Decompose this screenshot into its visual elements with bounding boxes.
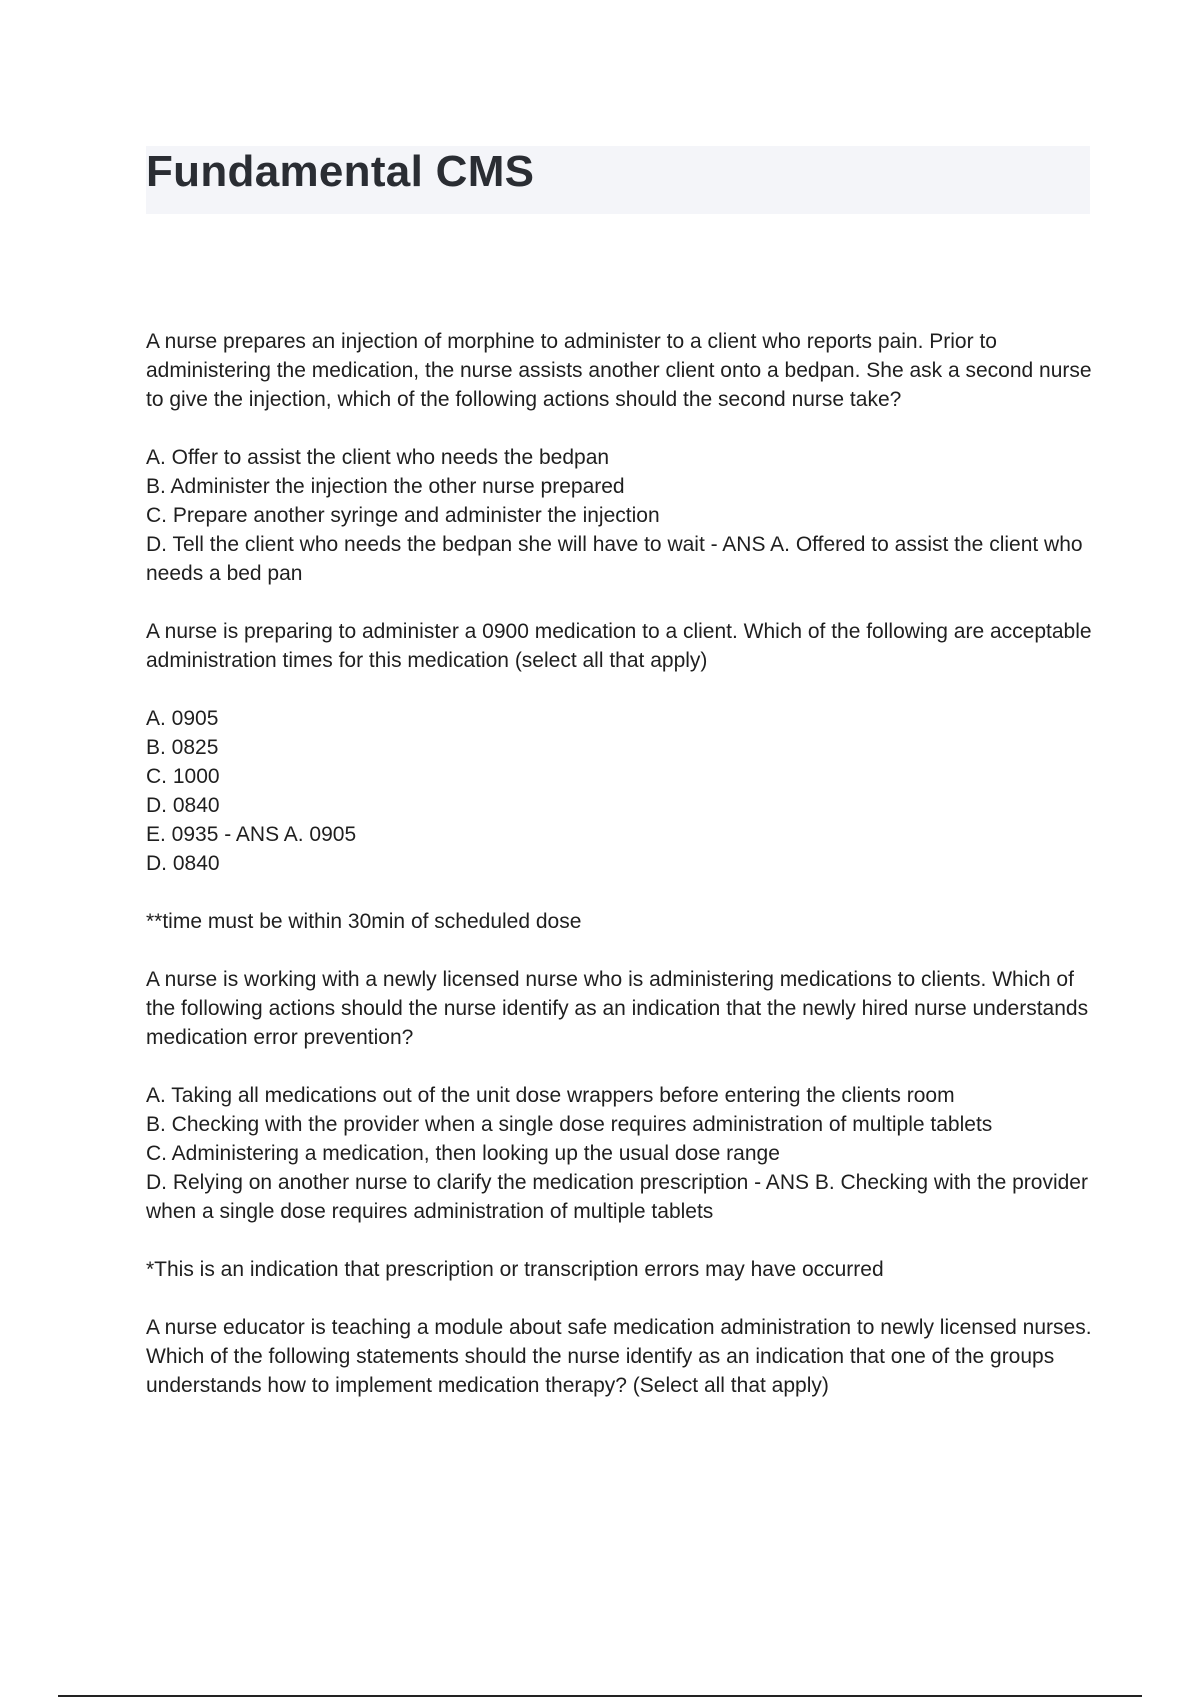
option-d-answer: D. Relying on another nurse to clarify the medication prescription - ANS B. Checking with the provider when a single dose requires administration of multiple tablets	[146, 1171, 1088, 1223]
option-a: A. Taking all medications out of the unit dose wrappers before entering the clients room	[146, 1084, 955, 1107]
question-1	[146, 327, 1096, 414]
note-text: *This is an indication that prescription or transcription errors may have occurred	[146, 1258, 884, 1281]
note-text: **time must be within 30min of scheduled dose	[146, 910, 582, 933]
page-title: Fundamental CMS	[146, 147, 535, 196]
question-text: A nurse prepares an injection of morphine to administer to a client who reports pain. Prior to administering the medication, the nurse assists another client onto a bedpan. She ask a second nurse to give the injection, which of the following actions should the second nurse take?	[146, 330, 1092, 411]
option-a: A. Offer to assist the client who needs the bedpan	[146, 446, 610, 469]
question-3-options	[146, 1081, 1096, 1226]
question-2	[146, 617, 1096, 675]
option-e-answer: E. 0935 - ANS A. 0905	[146, 823, 357, 846]
option-d: D. 0840	[146, 794, 220, 817]
option-c: C. Administering a medication, then looking up the usual dose range	[146, 1142, 780, 1165]
question-1-options	[146, 443, 1096, 588]
question-text: A nurse is preparing to administer a 0900 medication to a client. Which of the following are acceptable administration times for this medication (select all that apply)	[146, 620, 1092, 672]
question-3-note	[146, 1255, 1096, 1284]
option-c: C. 1000	[146, 765, 220, 788]
option-b: B. Administer the injection the other nurse prepared	[146, 475, 625, 498]
question-text: A nurse is working with a newly licensed nurse who is administering medications to clients. Which of the following actions should the nurse identify as an indication that the newly hired nurse understands medication error prevention?	[146, 968, 1089, 1049]
document-body	[146, 327, 1096, 1429]
option-b: B. 0825	[146, 736, 219, 759]
answer-continuation: D. 0840	[146, 852, 220, 875]
option-b: B. Checking with the provider when a single dose requires administration of multiple tablets	[146, 1113, 993, 1136]
question-2-options	[146, 704, 1096, 878]
option-a: A. 0905	[146, 707, 219, 730]
question-text: A nurse educator is teaching a module about safe medication administration to newly licensed nurses. Which of the following statements should the nurse identify as an indication that one of the groups understands how to implement medication therapy? (Select all that apply)	[146, 1316, 1092, 1397]
question-3	[146, 965, 1096, 1052]
question-2-note	[146, 907, 1096, 936]
question-4	[146, 1313, 1096, 1400]
footer-divider	[58, 1695, 1142, 1697]
option-d-answer: D. Tell the client who needs the bedpan she will have to wait - ANS A. Offered to assist the client who needs a bed pan	[146, 533, 1083, 585]
option-c: C. Prepare another syringe and administer the injection	[146, 504, 660, 527]
